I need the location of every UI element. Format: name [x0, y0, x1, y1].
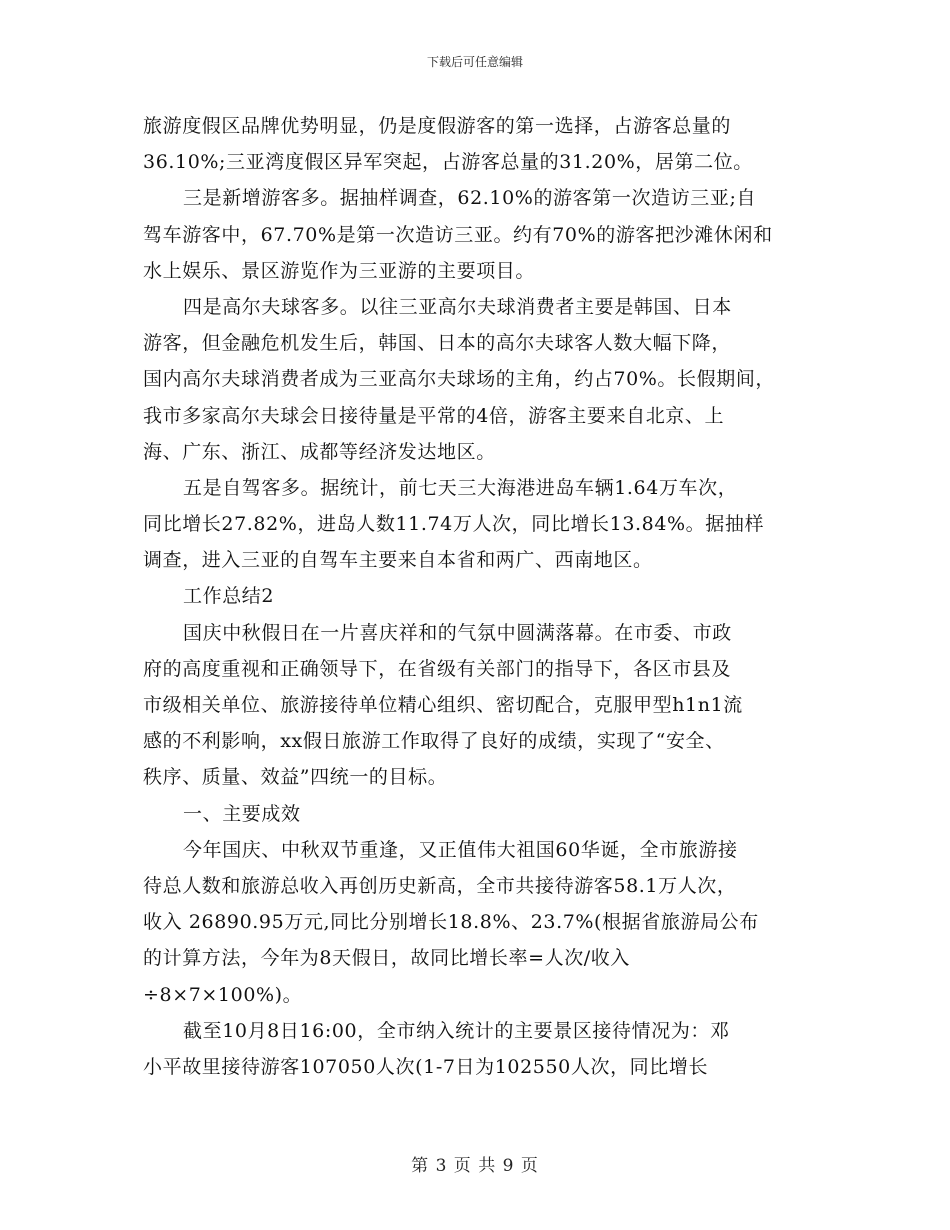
text-line: 水上娱乐、景区游览作为三亚游的主要项目。	[143, 259, 536, 282]
text-line: 调查，进入三亚的自驾车主要来自本省和两广、西南地区。	[143, 549, 653, 572]
text-line: 旅游度假区品牌优势明显，仍是度假游客的第一选择，占游客总量的	[143, 115, 732, 137]
paragraph-start-line: 五是自驾客多。据统计，前七天三大海港进岛车辆1.64万车次，	[183, 476, 738, 499]
text-line: 府的高度重视和正确领导下，在省级有关部门的指导下，各区市县及	[143, 657, 732, 680]
text-line: 国内高尔夫球消费者成为三亚高尔夫球场的主角，约占70%。长假期间，	[143, 368, 776, 391]
text-line: 36.10%;三亚湾度假区异军突起，占游客总量的31.20%，居第二位。	[143, 151, 753, 174]
text-line: 待总人数和旅游总收入再创历史新高，全市共接待游客58.1万人次，	[143, 874, 737, 897]
paragraph-start-line: 国庆中秋假日在一片喜庆祥和的气氛中圆满落幕。在市委、市政	[183, 621, 732, 644]
text-line: 驾车游客中，67.70%是第一次造访三亚。约有70%的游客把沙滩休闲和	[143, 223, 773, 246]
page-number: 第 3 页 共 9 页	[411, 1156, 539, 1176]
text-line: 秩序、质量、效益”四统一的目标。	[143, 766, 448, 789]
text-line: 我市多家高尔夫球会日接待量是平常的4倍，游客主要来自北京、上	[143, 404, 725, 427]
document-body	[143, 108, 823, 1085]
text-line: 的计算方法，今年为8天假日，故同比增长率=人次/收入	[143, 947, 631, 970]
text-line: 市级相关单位、旅游接待单位精心组织、密切配合，克服甲型h1n1流	[143, 694, 743, 716]
text-line: 游客，但金融危机发生后，韩国、日本的高尔夫球客人数大幅下降，	[143, 332, 732, 355]
paragraph-start-line: 三是新增游客多。据抽样调查，62.10%的游客第一次造访三亚;自	[183, 187, 757, 210]
text-line: 收入 26890.95万元,同比分别增长18.8%、23.7%(根据省旅游局公布	[143, 911, 759, 934]
paragraph-start-line: 截至10月8日16:00，全市纳入统计的主要景区接待情况为：邓	[183, 1019, 730, 1042]
paragraph-start-line: 四是高尔夫球客多。以往三亚高尔夫球消费者主要是韩国、日本	[183, 295, 732, 318]
paragraph-start-line: 工作总结2	[183, 585, 275, 608]
paragraph-start-line: 今年国庆、中秋双节重逢，又正值伟大祖国60华诞，全市旅游接	[183, 838, 738, 861]
text-line: 同比增长27.82%，进岛人数11.74万人次，同比增长13.84%。据抽样	[143, 513, 765, 536]
text-line: 小平故里接待游客107050人次(1-7日为102550人次，同比增长	[143, 1055, 709, 1078]
page-header: 下载后可任意编辑	[426, 55, 523, 69]
text-line: 海、广东、浙江、成都等经济发达地区。	[143, 440, 496, 463]
paragraph-start-line: 一、主要成效	[183, 802, 301, 825]
text-line: ÷8×7×100%)。	[143, 983, 303, 1006]
text-line: 感的不利影响，xx假日旅游工作取得了良好的成绩，实现了“安全、	[143, 730, 725, 753]
